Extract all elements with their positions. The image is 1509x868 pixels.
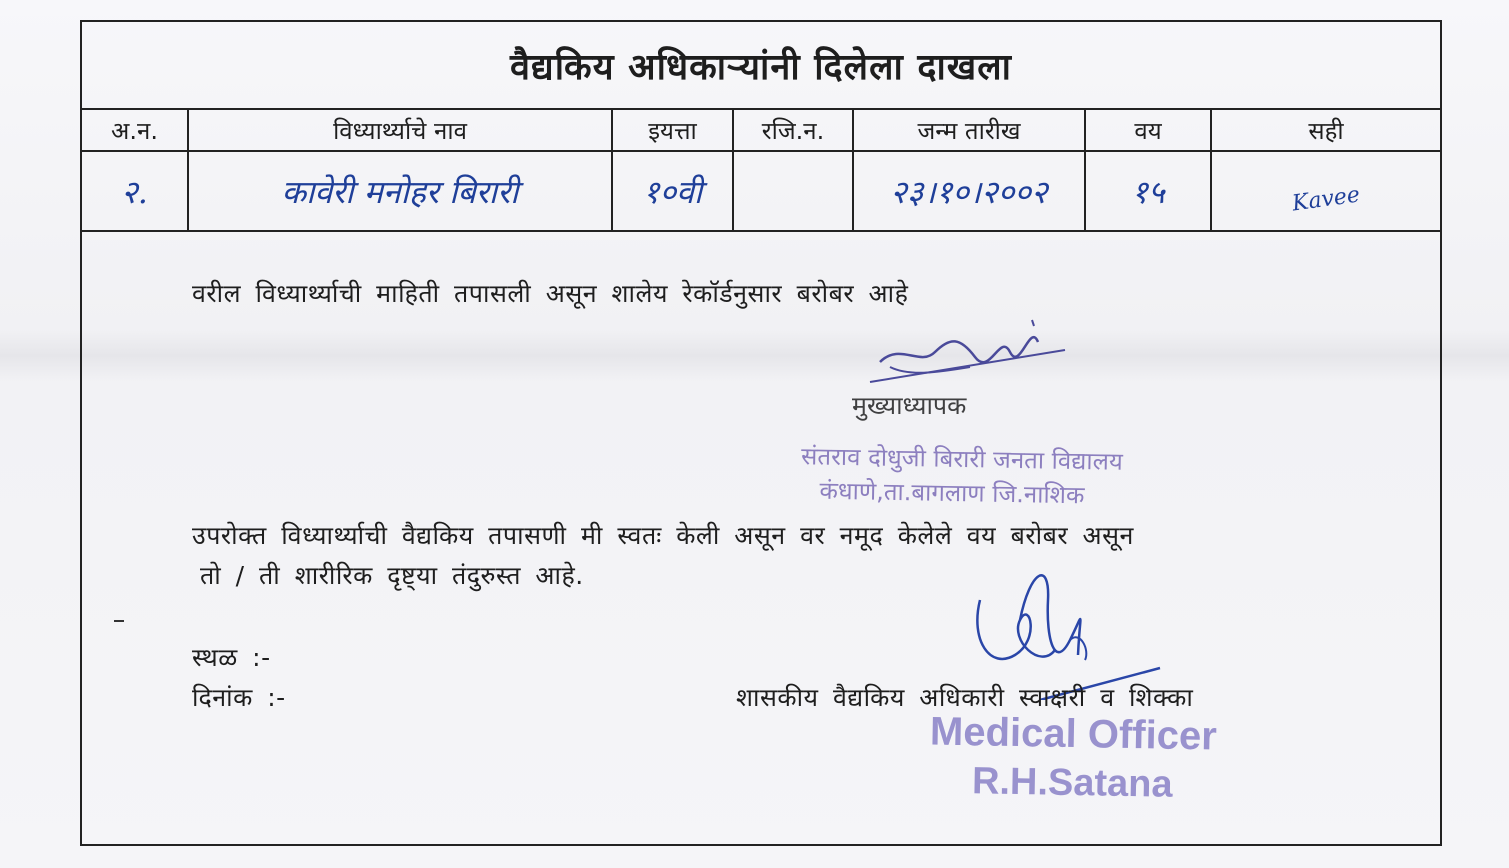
student-name-value: कावेरी मनोहर बिरारी xyxy=(281,172,519,211)
officer-signature-icon xyxy=(960,560,1170,700)
certificate-title: वैद्यकिय अधिकाऱ्यांनी दिलेला दाखला xyxy=(82,22,1440,110)
officer-stamp-line1: Medical Officer xyxy=(929,709,1218,759)
cell-dob xyxy=(853,151,1085,231)
header-dob: जन्म तारीख xyxy=(853,110,1085,151)
dob-value: २३।१०।२००२ xyxy=(890,172,1048,211)
class-value: १०वी xyxy=(642,172,703,211)
student-signature: Kavee xyxy=(1290,181,1362,217)
officer-stamp-line2: R.H.Satana xyxy=(971,760,1173,806)
certificate-frame xyxy=(80,20,1442,846)
school-stamp-line2: कंधाणे,ता.बागलाण जि.नाशिक xyxy=(819,476,1085,510)
header-class: इयत्ता xyxy=(612,110,733,151)
school-stamp-line1: संतराव दोधुजी बिरारी जनता विद्यालय xyxy=(800,442,1124,476)
age-value: १५ xyxy=(1131,172,1165,211)
table-header-row xyxy=(82,110,1440,151)
header-student-name: विध्यार्थ्याचे नाव xyxy=(188,110,612,151)
medical-text-line1: उपरोक्त विध्यार्थ्याची वैद्यकिय तपासणी मी स्वतः केली असून वर नमूद केलेले वय बरोबर असून xyxy=(192,521,1134,550)
cell-reg-no xyxy=(733,151,853,231)
headmaster-label: मुख्याध्यापक xyxy=(852,391,967,420)
verification-text: वरील विध्यार्थ्याची माहिती तपासली असून शालेय रेकॉर्डनुसार बरोबर आहे xyxy=(192,279,909,308)
cell-student-name xyxy=(188,151,612,231)
serial-value: २. xyxy=(121,172,148,211)
header-signature: सही xyxy=(1211,110,1440,151)
header-age: वय xyxy=(1085,110,1211,151)
cell-age xyxy=(1085,151,1211,231)
margin-mark xyxy=(114,620,124,622)
headmaster-stamp-title xyxy=(852,388,966,422)
cell-serial xyxy=(82,151,188,231)
header-reg-no: रजि.न. xyxy=(733,110,853,151)
place-label: स्थळ :- xyxy=(192,643,271,672)
medical-text-line2: तो / ती शारीरिक दृष्ट्या तंदुरुस्त आहे. xyxy=(200,561,584,590)
header-serial: अ.न. xyxy=(82,110,188,151)
cell-class xyxy=(612,151,733,231)
officer-label: शासकीय वैद्यकिय अधिकारी स्वाक्षरी व शिक्का xyxy=(736,683,1194,712)
date-label: दिनांक :- xyxy=(192,683,286,712)
table-row xyxy=(82,151,1440,231)
student-table xyxy=(82,110,1440,232)
cell-signature xyxy=(1211,151,1440,231)
